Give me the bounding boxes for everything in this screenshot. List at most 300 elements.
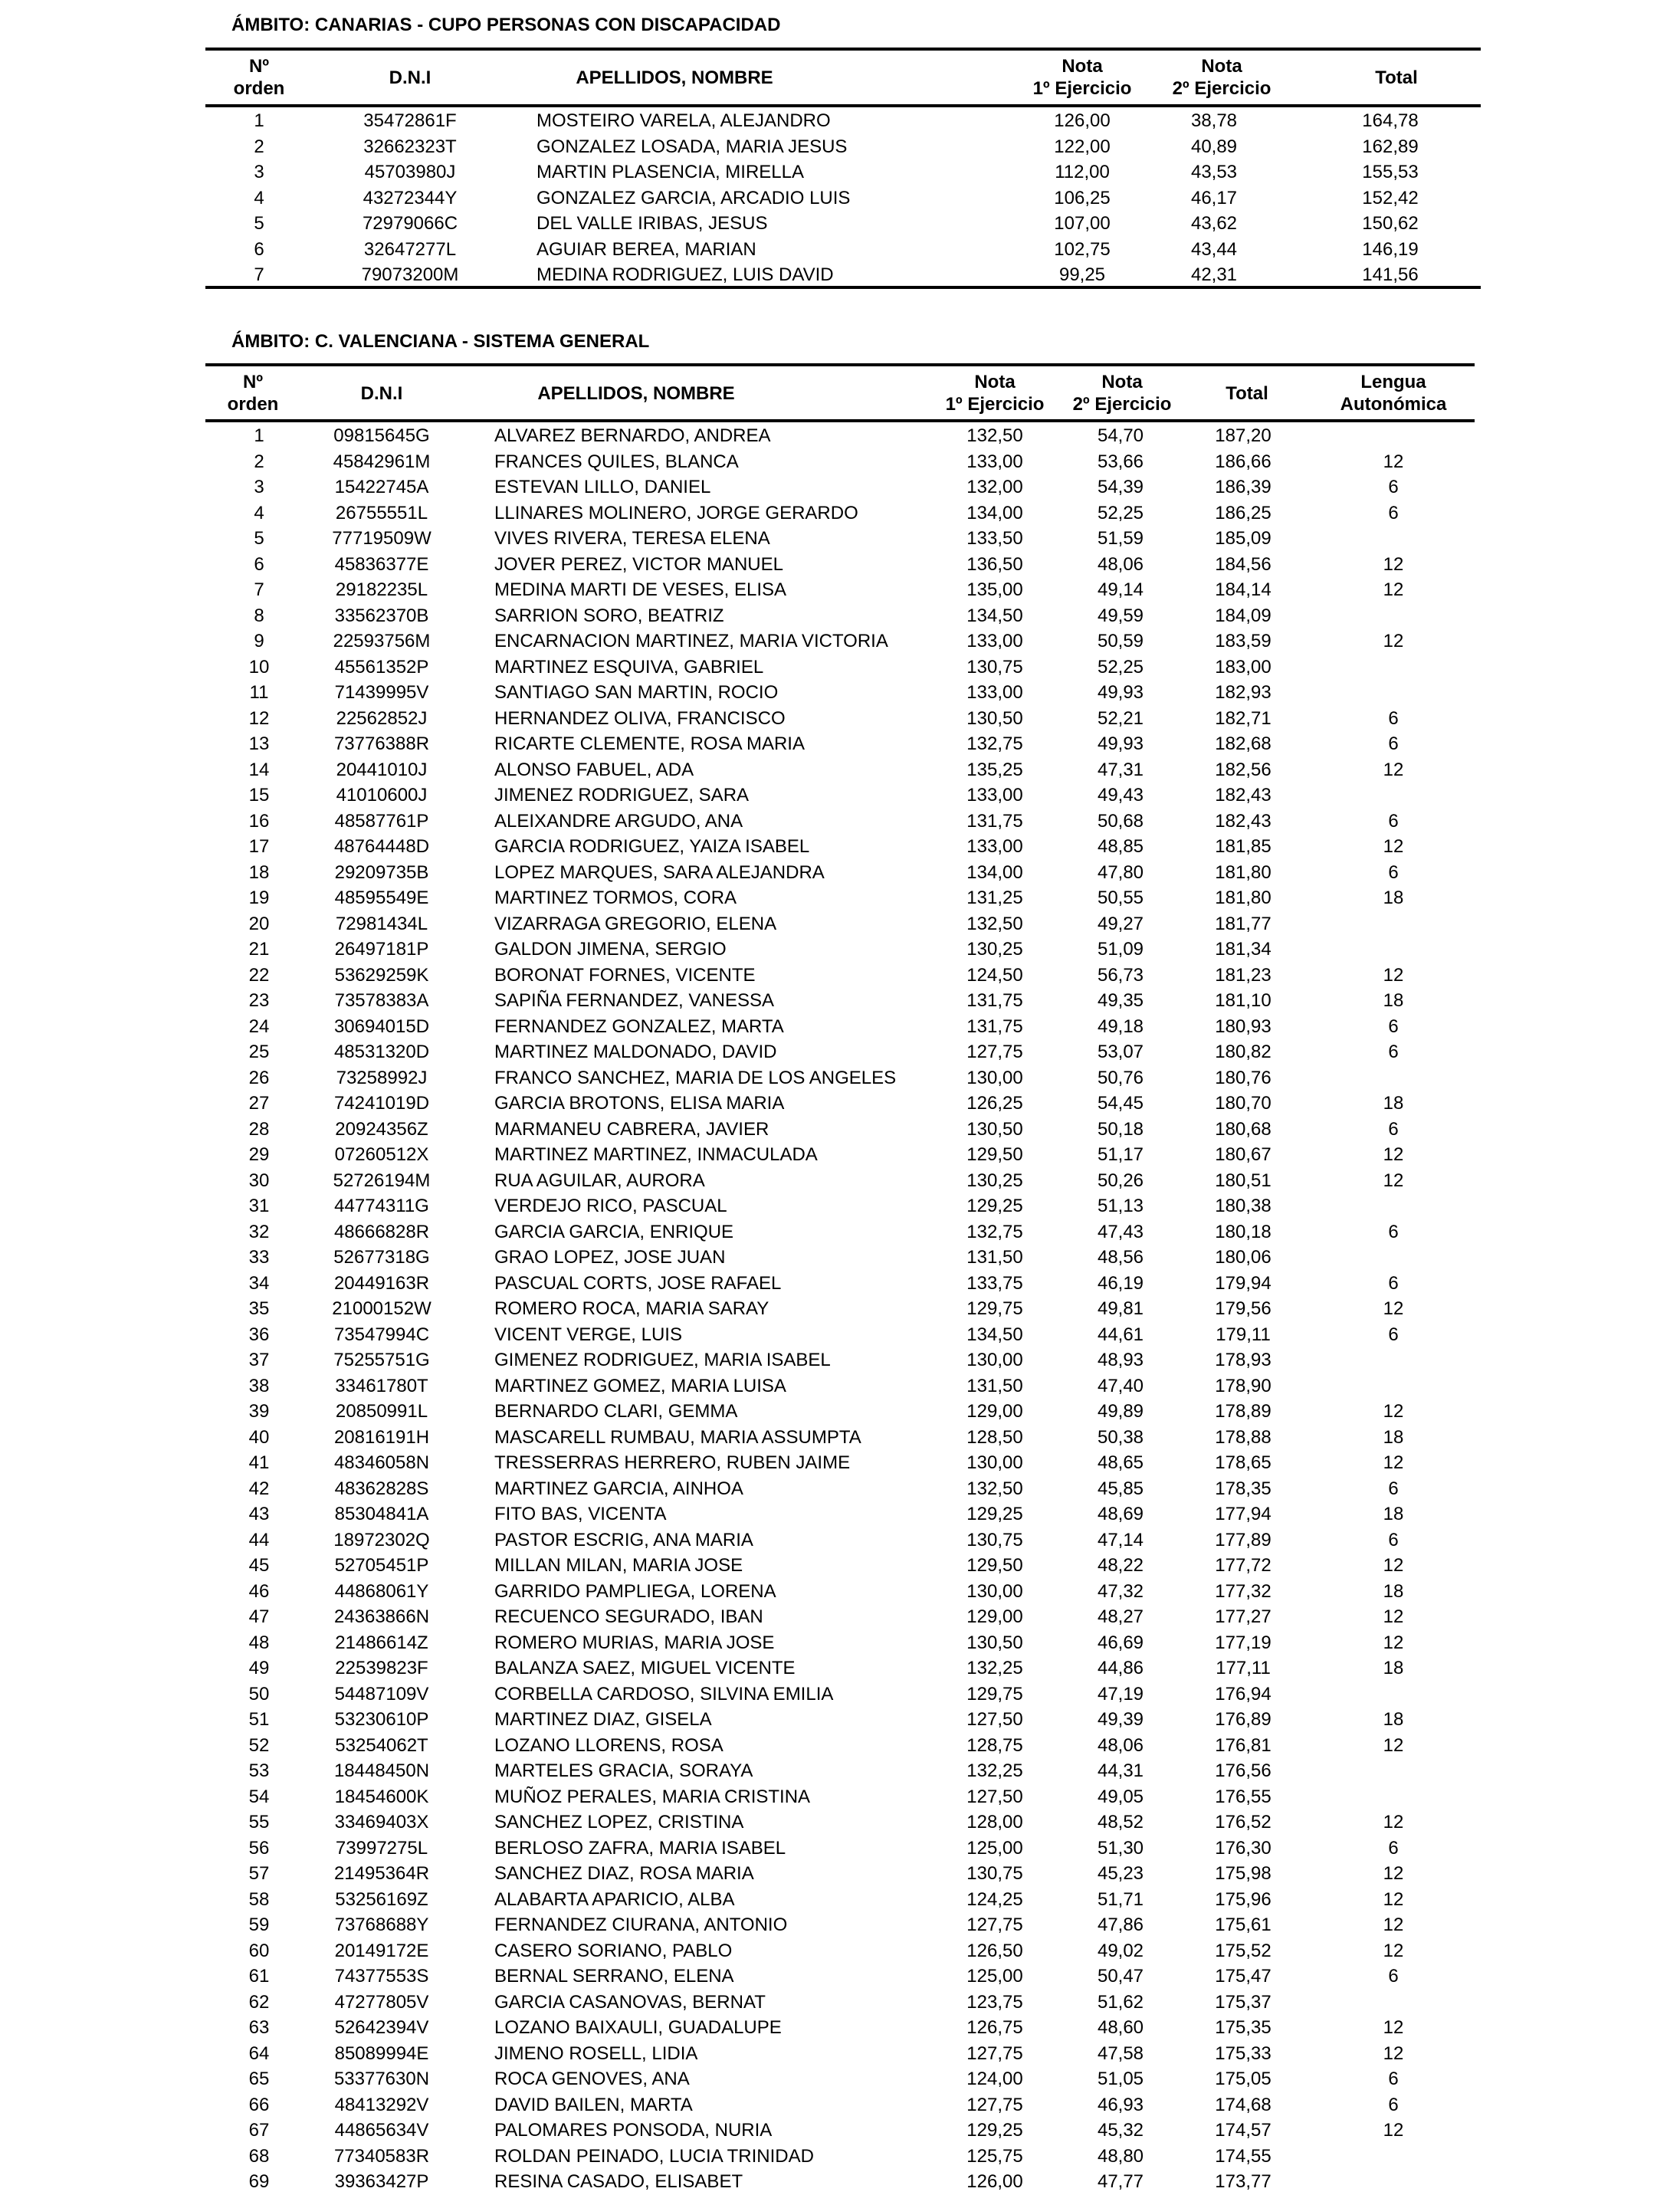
cell-nombre: SAPIÑA FERNANDEZ, VANESSA [494, 990, 774, 1011]
cell-lengua: 6 [1388, 1118, 1399, 1140]
cell-dni: 73547994C [333, 1324, 430, 1345]
cell-orden: 37 [248, 1350, 270, 1370]
cell-nota2: 43,44 [1190, 238, 1238, 260]
cell-nota1: 130,75 [966, 1529, 1023, 1550]
cell-nombre: JOVER PEREZ, VICTOR MANUEL [494, 553, 783, 575]
table-row [0, 1039, 1680, 1065]
cell-dni: 77340583R [333, 2145, 430, 2167]
cell-nota1: 128,00 [966, 1812, 1023, 1832]
cell-nota1: 132,75 [966, 1221, 1023, 1242]
table-row [0, 1322, 1680, 1348]
cell-nombre: MEDINA MARTI DE VESES, ELISA [494, 579, 786, 600]
cell-lengua: 6 [1388, 1015, 1399, 1037]
cell-lengua: 12 [1383, 2042, 1404, 2064]
cell-orden: 60 [248, 1940, 270, 1961]
cell-nota2: 50,55 [1097, 888, 1144, 908]
cell-nombre: GARRIDO PAMPLIEGA, LORENA [494, 1580, 776, 1602]
cell-orden: 54 [248, 1786, 270, 1807]
cell-total: 162,89 [1362, 136, 1419, 157]
cell-nota2: 50,47 [1097, 1966, 1144, 1987]
cell-nota2: 54,39 [1097, 477, 1144, 497]
cell-dni: 79073200M [361, 264, 459, 285]
cell-orden: 69 [248, 2171, 270, 2192]
cell-orden: 53 [248, 1760, 270, 1781]
table-row [0, 1142, 1680, 1168]
table-row [0, 526, 1680, 552]
cell-dni: 48531320D [333, 1042, 430, 1062]
cell-dni: 73768688Y [334, 1914, 429, 1935]
cell-total: 176,30 [1215, 1837, 1271, 1859]
table-row [0, 1630, 1680, 1656]
cell-nombre: MASCARELL RUMBAU, MARIA ASSUMPTA [494, 1426, 861, 1448]
table-row [0, 1912, 1680, 1938]
cell-nota1: 122,00 [1054, 136, 1111, 157]
cell-dni: 53230610P [334, 1709, 429, 1730]
cell-nota1: 130,50 [966, 1118, 1023, 1140]
cell-dni: 73578383A [334, 990, 429, 1011]
cell-dni: 45703980J [364, 162, 456, 182]
cell-orden: 68 [248, 2145, 270, 2167]
cell-nombre: MARTINEZ GOMEZ, MARIA LUISA [494, 1375, 786, 1396]
cell-total: 177,27 [1215, 1606, 1271, 1627]
cell-total: 164,78 [1362, 110, 1419, 131]
cell-dni: 85304841A [334, 1504, 429, 1524]
table-row [0, 834, 1680, 860]
cell-nota2: 49,27 [1097, 913, 1144, 934]
cell-nota1: 124,00 [966, 2069, 1023, 2089]
cell-nota2: 54,70 [1097, 425, 1144, 446]
cell-total: 175,61 [1215, 1914, 1271, 1935]
cell-lengua: 12 [1383, 1734, 1404, 1756]
cell-nombre: ALVAREZ BERNARDO, ANDREA [494, 425, 771, 446]
cell-orden: 14 [248, 759, 270, 780]
cell-nombre: LLINARES MOLINERO, JORGE GERARDO [494, 502, 858, 523]
cell-nota1: 107,00 [1054, 213, 1111, 234]
cell-nota2: 49,93 [1097, 682, 1144, 703]
cell-dni: 15422745A [334, 477, 429, 497]
cell-lengua: 12 [1383, 836, 1404, 857]
cell-nombre: SANCHEZ LOPEZ, CRISTINA [494, 1812, 744, 1832]
cell-orden: 55 [248, 1812, 270, 1832]
cell-nota1: 129,25 [966, 2120, 1023, 2141]
cell-nombre: GARCIA GARCIA, ENRIQUE [494, 1221, 734, 1242]
cell-dni: 20449163R [333, 1272, 430, 1294]
cell-nota1: 123,75 [966, 1991, 1023, 2013]
cell-lengua: 6 [1388, 733, 1399, 754]
cell-orden: 16 [248, 810, 270, 832]
cell-dni: 24363866N [333, 1606, 430, 1627]
cell-nota1: 133,00 [966, 631, 1023, 651]
cell-total: 175,37 [1215, 1991, 1271, 2013]
table-row [0, 262, 1680, 288]
table-row [0, 885, 1680, 911]
cell-nota1: 125,00 [966, 1966, 1023, 1987]
cell-nota1: 133,00 [966, 836, 1023, 857]
cell-dni: 32662323T [363, 136, 457, 157]
cell-nombre: JIMENO ROSELL, LIDIA [494, 2042, 698, 2064]
cell-nota1: 127,50 [966, 1786, 1023, 1807]
table-row [0, 2118, 1680, 2144]
cell-nota1: 130,00 [966, 1350, 1023, 1370]
cell-dni: 52677318G [333, 1247, 430, 1268]
cell-total: 182,68 [1215, 733, 1271, 754]
cell-lengua: 18 [1383, 1658, 1404, 1678]
table-row [0, 731, 1680, 757]
cell-nombre: VERDEJO RICO, PASCUAL [494, 1196, 727, 1216]
cell-nombre: MILLAN MILAN, MARIA JOSE [494, 1555, 743, 1576]
cell-dni: 48346058N [333, 1452, 430, 1473]
cell-total: 184,56 [1215, 553, 1271, 575]
table-top-rule [205, 48, 1481, 51]
cell-orden: 41 [248, 1452, 270, 1473]
cell-total: 175,98 [1215, 1863, 1271, 1884]
cell-orden: 26 [248, 1067, 270, 1088]
cell-dni: 21000152W [332, 1298, 431, 1319]
cell-nombre: ROCA GENOVES, ANA [494, 2069, 690, 2089]
cell-orden: 18 [248, 861, 270, 883]
table-row [0, 2144, 1680, 2170]
section-title: ÁMBITO: CANARIAS - CUPO PERSONAS CON DISCAPACIDAD [231, 15, 781, 35]
table-row [0, 1809, 1680, 1836]
cell-dni: 45561352P [334, 656, 429, 678]
cell-nota2: 48,65 [1097, 1452, 1144, 1473]
cell-orden: 10 [248, 656, 270, 678]
table-row [0, 1733, 1680, 1759]
cell-nombre: MUÑOZ PERALES, MARIA CRISTINA [494, 1786, 811, 1807]
table-row [0, 1707, 1680, 1733]
cell-nombre: AGUIAR BEREA, MARIAN [536, 238, 756, 260]
cell-nombre: PASCUAL CORTS, JOSE RAFAEL [494, 1272, 782, 1294]
cell-orden: 61 [248, 1966, 270, 1987]
cell-nota2: 49,02 [1097, 1940, 1144, 1961]
table-row [0, 1065, 1680, 1091]
table-row [0, 655, 1680, 681]
table-row [0, 1964, 1680, 1990]
cell-dni: 53256169Z [335, 1888, 428, 1910]
cell-lengua: 6 [1388, 861, 1399, 883]
cell-total: 180,76 [1215, 1067, 1271, 1088]
cell-total: 184,09 [1215, 605, 1271, 626]
cell-nombre: MARTINEZ ESQUIVA, GABRIEL [494, 656, 764, 678]
cell-total: 178,65 [1215, 1452, 1271, 1473]
cell-nota1: 129,75 [966, 1683, 1023, 1704]
cell-dni: 44774311G [334, 1196, 429, 1216]
cell-orden: 39 [248, 1401, 270, 1422]
cell-lengua: 6 [1388, 1324, 1399, 1345]
cell-orden: 58 [248, 1888, 270, 1910]
cell-orden: 43 [248, 1504, 270, 1524]
cell-orden: 36 [248, 1324, 270, 1345]
cell-nota1: 132,00 [966, 477, 1023, 497]
table-row [0, 237, 1680, 263]
cell-nota1: 133,75 [966, 1272, 1023, 1294]
cell-nombre: BERNARDO CLARI, GEMMA [494, 1401, 738, 1422]
cell-dni: 20149172E [334, 1940, 429, 1961]
cell-orden: 34 [248, 1272, 270, 1294]
table-row [0, 603, 1680, 629]
cell-nota1: 131,25 [966, 888, 1023, 908]
table-row [0, 1655, 1680, 1682]
cell-nombre: CORBELLA CARDOSO, SILVINA EMILIA [494, 1683, 834, 1704]
cell-dni: 20924356Z [335, 1118, 428, 1140]
cell-total: 187,20 [1215, 425, 1271, 446]
table-row [0, 1836, 1680, 1862]
cell-nombre: SANTIAGO SAN MARTIN, ROCIO [494, 682, 779, 703]
cell-orden: 33 [248, 1247, 270, 1268]
cell-orden: 17 [248, 836, 270, 857]
cell-dni: 22562852J [336, 707, 428, 729]
cell-nota1: 102,75 [1054, 238, 1111, 260]
cell-lengua: 12 [1383, 1555, 1404, 1576]
cell-dni: 53254062T [335, 1734, 428, 1756]
cell-lengua: 12 [1383, 759, 1404, 780]
cell-orden: 7 [254, 264, 264, 285]
cell-nota2: 51,17 [1097, 1144, 1144, 1165]
header-nota1: Nota 1º Ejercicio [945, 372, 1045, 415]
header-total: Total [1375, 67, 1418, 88]
cell-nota1: 124,25 [966, 1888, 1023, 1910]
cell-nota2: 50,38 [1097, 1426, 1144, 1448]
cell-total: 177,32 [1215, 1580, 1271, 1602]
cell-dni: 48587761P [334, 810, 429, 832]
cell-nota1: 135,00 [966, 579, 1023, 600]
cell-nombre: MARTINEZ GARCIA, AINHOA [494, 1478, 743, 1499]
table-bottom-rule [205, 286, 1481, 289]
header-lengua: Lengua Autonómica [1340, 372, 1447, 415]
cell-orden: 5 [254, 213, 264, 234]
cell-nota1: 130,00 [966, 1067, 1023, 1088]
cell-nombre: ALONSO FABUEL, ADA [494, 759, 694, 780]
cell-orden: 38 [248, 1375, 270, 1396]
cell-nombre: HERNANDEZ OLIVA, FRANCISCO [494, 707, 786, 729]
cell-nombre: FRANCO SANCHEZ, MARIA DE LOS ANGELES [494, 1067, 897, 1088]
cell-total: 182,43 [1215, 810, 1271, 832]
cell-total: 177,19 [1215, 1632, 1271, 1653]
cell-dni: 48413292V [334, 2094, 429, 2115]
cell-lengua: 6 [1388, 2094, 1399, 2115]
cell-nombre: RECUENCO SEGURADO, IBAN [494, 1606, 763, 1627]
cell-dni: 21495364R [333, 1863, 430, 1884]
cell-nota1: 99,25 [1058, 264, 1106, 285]
cell-total: 180,18 [1215, 1221, 1271, 1242]
cell-nota1: 132,50 [966, 1478, 1023, 1499]
cell-nota1: 129,50 [966, 1555, 1023, 1576]
cell-nombre: SARRION SORO, BEATRIZ [494, 605, 724, 626]
cell-total: 152,42 [1362, 187, 1419, 208]
table-row [0, 449, 1680, 475]
cell-nota2: 48,85 [1097, 836, 1144, 857]
cell-nota2: 47,86 [1097, 1914, 1144, 1935]
cell-total: 175,35 [1215, 2017, 1271, 2038]
table-row [0, 1425, 1680, 1451]
cell-nombre: MOSTEIRO VARELA, ALEJANDRO [536, 110, 831, 131]
header-dni: D.N.I [389, 67, 431, 88]
cell-total: 180,68 [1215, 1118, 1271, 1140]
cell-lengua: 18 [1383, 888, 1404, 908]
cell-nota1: 134,50 [966, 605, 1023, 626]
cell-nota2: 49,39 [1097, 1709, 1144, 1730]
cell-orden: 8 [254, 605, 264, 626]
cell-dni: 39363427P [334, 2171, 429, 2192]
cell-total: 176,56 [1215, 1760, 1271, 1781]
table-row [0, 1861, 1680, 1887]
cell-nota2: 52,25 [1097, 502, 1144, 523]
cell-total: 182,43 [1215, 785, 1271, 805]
cell-dni: 07260512X [334, 1144, 429, 1165]
cell-total: 179,56 [1215, 1298, 1271, 1319]
table-row [0, 1117, 1680, 1143]
table-row [0, 1887, 1680, 1913]
cell-nombre: MARMANEU CABRERA, JAVIER [494, 1118, 769, 1140]
cell-nota1: 125,75 [966, 2145, 1023, 2167]
cell-nota2: 49,89 [1097, 1401, 1144, 1422]
cell-total: 174,68 [1215, 2094, 1271, 2115]
cell-orden: 67 [248, 2120, 270, 2141]
table-row [0, 1373, 1680, 1399]
cell-nota1: 127,75 [966, 1042, 1023, 1062]
cell-nota2: 51,59 [1097, 528, 1144, 549]
cell-orden: 22 [248, 964, 270, 986]
table-row [0, 1296, 1680, 1322]
cell-nota2: 47,19 [1097, 1683, 1144, 1704]
cell-dni: 26755551L [335, 502, 428, 523]
cell-dni: 18448450N [333, 1760, 430, 1781]
cell-nota2: 38,78 [1190, 110, 1238, 131]
table-row [0, 423, 1680, 449]
cell-total: 176,81 [1215, 1734, 1271, 1756]
table-row [0, 1990, 1680, 2016]
cell-nota1: 126,00 [966, 2171, 1023, 2192]
cell-nota2: 42,31 [1190, 264, 1238, 285]
cell-orden: 6 [254, 553, 264, 575]
cell-nombre: ENCARNACION MARTINEZ, MARIA VICTORIA [494, 631, 888, 651]
cell-lengua: 18 [1383, 1709, 1404, 1730]
table-row [0, 1271, 1680, 1297]
cell-nota1: 126,25 [966, 1093, 1023, 1114]
cell-nombre: MARTINEZ MARTINEZ, INMACULADA [494, 1144, 818, 1165]
cell-lengua: 12 [1383, 2017, 1404, 2038]
cell-nota2: 48,80 [1097, 2145, 1144, 2167]
table-row [0, 680, 1680, 706]
cell-total: 175,33 [1215, 2042, 1271, 2064]
cell-total: 183,59 [1215, 631, 1271, 651]
cell-nota2: 47,31 [1097, 759, 1144, 780]
cell-total: 186,39 [1215, 477, 1271, 497]
cell-orden: 52 [248, 1734, 270, 1756]
cell-nota2: 51,71 [1097, 1888, 1144, 1910]
cell-nombre: VIZARRAGA GREGORIO, ELENA [494, 913, 777, 934]
cell-dni: 33461780T [335, 1375, 428, 1396]
cell-dni: 32647277L [363, 238, 457, 260]
cell-orden: 59 [248, 1914, 270, 1935]
cell-dni: 73258992J [336, 1067, 428, 1088]
cell-lengua: 6 [1388, 1529, 1399, 1550]
cell-nota2: 44,31 [1097, 1760, 1144, 1781]
cell-nota2: 45,85 [1097, 1478, 1144, 1499]
cell-orden: 32 [248, 1221, 270, 1242]
cell-total: 185,09 [1215, 528, 1271, 549]
cell-total: 180,82 [1215, 1042, 1271, 1062]
cell-nota1: 131,75 [966, 990, 1023, 1011]
cell-total: 180,38 [1215, 1196, 1271, 1216]
cell-nota2: 46,19 [1097, 1272, 1144, 1294]
cell-nota1: 130,25 [966, 1170, 1023, 1191]
cell-lengua: 12 [1383, 1144, 1404, 1165]
cell-total: 175,96 [1215, 1888, 1271, 1910]
cell-dni: 18972302Q [333, 1529, 430, 1550]
cell-nota2: 51,05 [1097, 2069, 1144, 2089]
cell-nota2: 51,62 [1097, 1991, 1144, 2013]
cell-nombre: MARTINEZ TORMOS, CORA [494, 888, 737, 908]
cell-nota2: 47,80 [1097, 861, 1144, 883]
cell-nota2: 43,62 [1190, 213, 1238, 234]
table-row [0, 2041, 1680, 2067]
table-row [0, 1784, 1680, 1810]
table-row [0, 185, 1680, 212]
cell-total: 179,94 [1215, 1272, 1271, 1294]
cell-orden: 28 [248, 1118, 270, 1140]
cell-nota1: 128,75 [966, 1734, 1023, 1756]
cell-nota1: 127,75 [966, 2042, 1023, 2064]
cell-nota1: 136,50 [966, 553, 1023, 575]
cell-orden: 4 [254, 502, 264, 523]
table-row [0, 1450, 1680, 1476]
cell-total: 173,77 [1215, 2171, 1271, 2192]
cell-nota2: 51,09 [1097, 939, 1144, 960]
cell-nombre: BERNAL SERRANO, ELENA [494, 1966, 734, 1987]
cell-orden: 45 [248, 1555, 270, 1576]
cell-nota2: 49,35 [1097, 990, 1144, 1011]
cell-nota2: 48,27 [1097, 1606, 1144, 1627]
cell-nota2: 49,18 [1097, 1015, 1144, 1037]
cell-nota1: 129,25 [966, 1196, 1023, 1216]
cell-total: 177,94 [1215, 1504, 1271, 1524]
cell-total: 176,55 [1215, 1786, 1271, 1807]
table-row [0, 1476, 1680, 1502]
cell-nota2: 48,93 [1097, 1350, 1144, 1370]
cell-nota1: 127,75 [966, 1914, 1023, 1935]
table-row [0, 1347, 1680, 1373]
cell-nombre: ESTEVAN LILLO, DANIEL [494, 477, 711, 497]
cell-nota2: 49,93 [1097, 733, 1144, 754]
cell-lengua: 12 [1383, 1606, 1404, 1627]
cell-nombre: TRESSERRAS HERRERO, RUBEN JAIME [494, 1452, 851, 1473]
cell-orden: 66 [248, 2094, 270, 2115]
cell-nota1: 130,50 [966, 1632, 1023, 1653]
cell-lengua: 12 [1383, 579, 1404, 600]
cell-nota1: 125,00 [966, 1837, 1023, 1859]
cell-orden: 4 [254, 187, 264, 208]
cell-nota1: 135,25 [966, 759, 1023, 780]
cell-nombre: GARCIA BROTONS, ELISA MARIA [494, 1093, 785, 1114]
cell-nota2: 48,56 [1097, 1247, 1144, 1268]
cell-total: 181,23 [1215, 964, 1271, 986]
cell-dni: 29209735B [334, 861, 429, 883]
cell-total: 177,89 [1215, 1529, 1271, 1550]
cell-lengua: 6 [1388, 1966, 1399, 1987]
table-row [0, 108, 1680, 134]
cell-orden: 35 [248, 1298, 270, 1319]
cell-nombre: LOZANO LLORENS, ROSA [494, 1734, 724, 1756]
cell-dni: 48764448D [333, 836, 430, 857]
cell-nota2: 46,69 [1097, 1632, 1144, 1653]
cell-nota2: 49,14 [1097, 579, 1144, 600]
cell-orden: 20 [248, 913, 270, 934]
cell-total: 181,80 [1215, 861, 1271, 883]
cell-dni: 33469403X [334, 1812, 429, 1832]
cell-nota1: 132,50 [966, 913, 1023, 934]
cell-nombre: MARTELES GRACIA, SORAYA [494, 1760, 753, 1781]
